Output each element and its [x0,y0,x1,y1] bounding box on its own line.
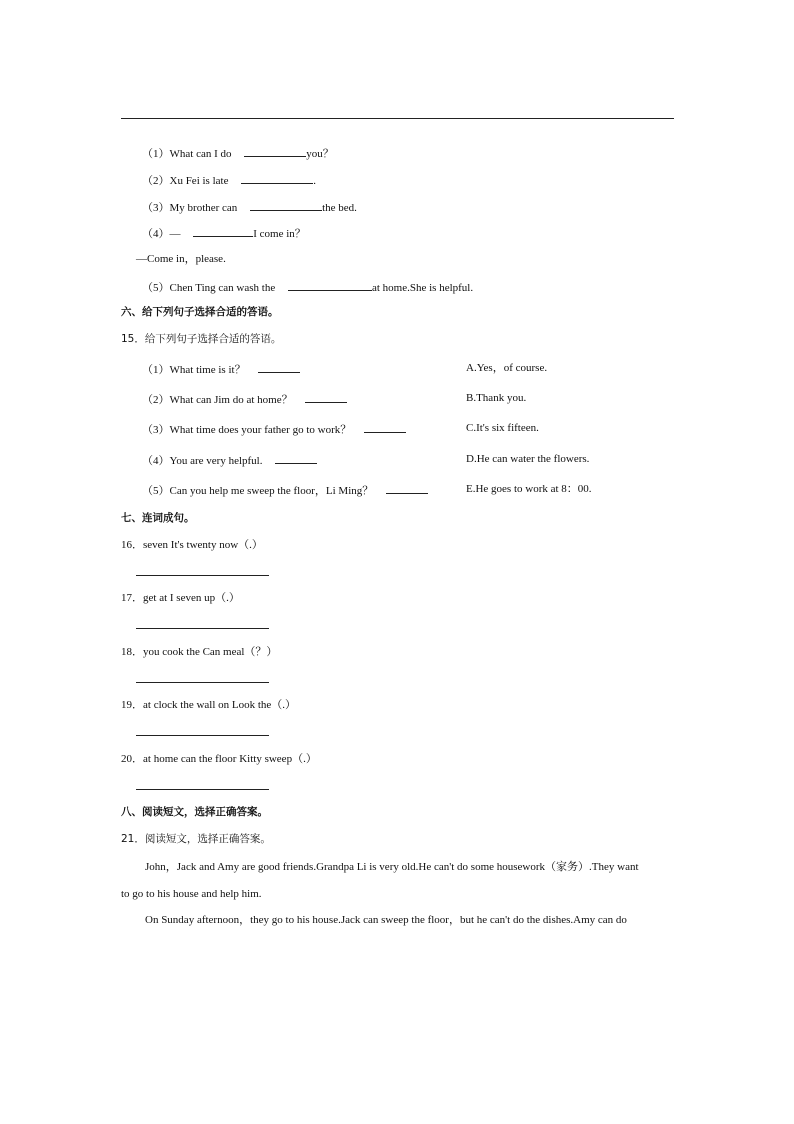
sentence-item-19: 19．at clock the wall on Look the（.） [121,699,297,711]
match-question-4-text: （4）You are very helpful. [142,455,263,467]
match-answer-b: B.Thank you. [466,392,527,404]
answer-line-20[interactable] [136,789,269,790]
question-21: 21．阅读短文，选择正确答案。 [121,833,271,845]
match-question-1-text: （1）What time is it？ [142,364,246,376]
match-question-5 [142,482,428,498]
section-6-title: 六、给下列句子选择合适的答语。 [121,306,279,318]
fill-item-5-text: （5）Chen Ting can wash the [142,282,276,294]
match-answer-d: D.He can water the flowers. [466,453,590,465]
answer-line-18[interactable] [136,682,269,683]
fill-blank-4[interactable] [193,225,253,237]
fill-item-5-tail: at home.She is helpful. [371,282,474,294]
fill-item-2-text: （2）Xu Fei is late [142,175,229,187]
match-answer-c: C.It's six fifteen. [466,422,539,434]
fill-item-3 [142,199,357,215]
sentence-item-17: 17．get at I seven up（.） [121,592,240,604]
sentence-item-16: 16．seven It's twenty now（.） [121,539,263,551]
match-question-4 [142,452,317,468]
section-7-title: 七、连词成句。 [121,512,195,524]
match-blank-2[interactable] [305,391,347,403]
passage-line-2: to go to his house and help him. [121,888,262,900]
fill-item-4-reply-text: —Come in，please. [136,253,226,265]
question-15: 15．给下列句子选择合适的答语。 [121,333,282,345]
fill-blank-5[interactable] [288,279,372,291]
fill-item-1-text: （1）What can I do [142,148,232,160]
sentence-item-18: 18．you cook the Can meal（？） [121,646,278,658]
match-answer-e: E.He goes to work at 8：00. [466,483,592,495]
answer-line-19[interactable] [136,735,269,736]
match-question-2 [142,391,347,407]
match-blank-5[interactable] [386,482,428,494]
fill-blank-1[interactable] [244,145,306,157]
match-answer-a: A.Yes，of course. [466,362,548,374]
fill-item-3-text: （3）My brother can [142,202,238,214]
match-question-2-text: （2）What can Jim do at home？ [142,394,293,406]
fill-item-2 [142,172,316,188]
section-8-title: 八、阅读短文，选择正确答案。 [121,806,268,818]
header-rule [121,118,674,119]
passage-line-3: On Sunday afternoon，they go to his house.Jack can sweep the floor，but he can't do the dishes.Amy can do [145,914,627,926]
match-question-3-text: （3）What time does your father go to work？ [142,424,352,436]
fill-item-2-tail: . [313,175,316,187]
match-question-1 [142,361,300,377]
fill-item-4-tail: I come in？ [253,228,306,240]
fill-item-1-tail: you？ [306,148,334,160]
sentence-item-20: 20．at home can the floor Kitty sweep（.） [121,753,317,765]
fill-blank-3[interactable] [250,199,322,211]
match-blank-3[interactable] [364,421,406,433]
fill-item-4-reply [136,252,226,266]
fill-item-4 [142,225,306,241]
fill-item-3-tail: the bed. [322,202,357,214]
fill-item-4-text: （4）— [142,228,181,240]
match-blank-1[interactable] [258,361,300,373]
passage-line-1: John，Jack and Amy are good friends.Grandpa Li is very old.He can't do some housework（家务）.They want [145,861,639,873]
answer-line-17[interactable] [136,628,269,629]
match-blank-4[interactable] [275,452,317,464]
answer-line-16[interactable] [136,575,269,576]
match-question-5-text: （5）Can you help me sweep the floor，Li Ming？ [142,485,374,497]
fill-blank-2[interactable] [241,172,313,184]
match-question-3 [142,421,406,437]
fill-item-5 [142,279,473,295]
fill-item-1 [142,145,334,161]
